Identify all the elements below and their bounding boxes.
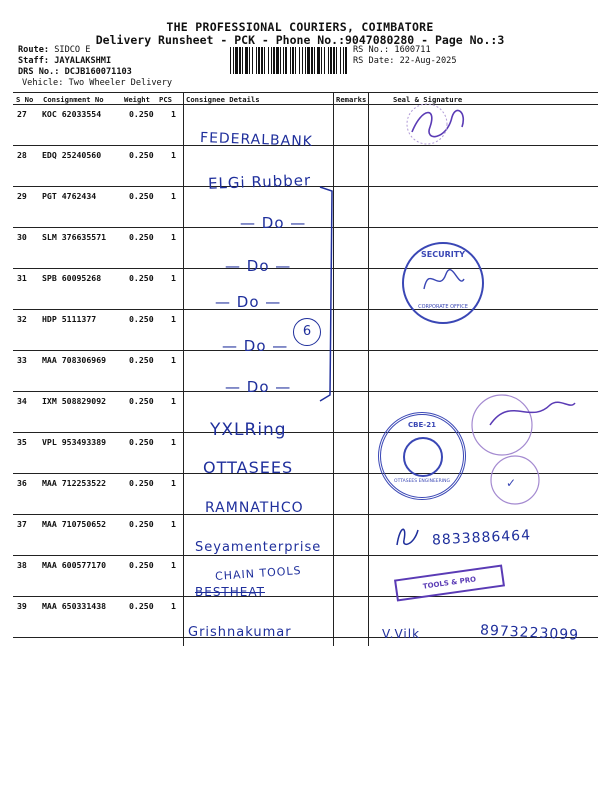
- document-title: THE PROFESSIONAL COURIERS, COIMBATORE: [166, 20, 434, 34]
- row-sno: 28: [17, 150, 27, 160]
- handwritten-consignee-30: — Do —: [225, 257, 292, 275]
- col-header-consignee: Consignee Details: [186, 95, 260, 104]
- handwritten-consignee-35: OTTASEES: [203, 458, 294, 477]
- security-stamp-bottom-text: CORPORATE OFFICE: [418, 304, 468, 310]
- row-sno: 36: [17, 478, 27, 488]
- engineering-stamp-cbe: CBE-21: [408, 421, 436, 429]
- rs-date-label: RS Date:: [353, 56, 395, 66]
- row-weight: 0.250: [129, 273, 154, 283]
- signature-row-37: [392, 520, 422, 550]
- row-consignment-no: VPL 953493389: [42, 437, 107, 447]
- handwritten-consignee-28: ELGi Rubber: [207, 171, 312, 193]
- row-sno: 32: [17, 314, 27, 324]
- table-row-rule: [13, 268, 598, 269]
- signature-row-27: [402, 102, 472, 147]
- handwritten-consignee-27: FEDERALBANK: [199, 130, 314, 150]
- drs-label: DRS No.:: [18, 67, 60, 77]
- handwritten-consignee-36: RAMNATHCO: [205, 500, 304, 516]
- handwritten-consignee-34: YXLRing: [210, 420, 287, 440]
- handwritten-consignee-37: Seyamenterprise: [195, 540, 322, 555]
- rs-no-label: RS No.:: [353, 45, 390, 55]
- row-weight: 0.250: [129, 519, 154, 529]
- row-sno: 30: [17, 232, 27, 242]
- row-sno: 35: [17, 437, 27, 447]
- handwritten-consignee-29: — Do —: [240, 214, 307, 232]
- row-weight: 0.250: [129, 560, 154, 570]
- staff-line: [18, 56, 172, 67]
- vehicle-line: [18, 78, 172, 89]
- row-sno: 37: [17, 519, 27, 529]
- route-line: [18, 45, 172, 56]
- row-sno: 39: [17, 601, 27, 611]
- row-weight: 0.250: [129, 437, 154, 447]
- row-sno: 33: [17, 355, 27, 365]
- staff-label: Staff:: [18, 56, 50, 66]
- tools-stamp: TOOLS & PRO: [394, 565, 505, 602]
- handwritten-consignee-31: — Do —: [215, 293, 282, 311]
- row-pcs: 1: [171, 396, 176, 406]
- row-weight: 0.250: [129, 478, 154, 488]
- row-pcs: 1: [171, 437, 176, 447]
- table-row-rule: [13, 596, 598, 597]
- row-pcs: 1: [171, 601, 176, 611]
- row-consignment-no: MAA 600577170: [42, 560, 107, 570]
- col-divider-signature: [368, 92, 369, 646]
- row-consignment-no: EDQ 25240560: [42, 150, 102, 160]
- row-pcs: 1: [171, 273, 176, 283]
- engineering-stamp-text: OTTASEES ENGINEERING: [394, 479, 450, 484]
- row-weight: 0.250: [129, 355, 154, 365]
- handwritten-best-heat: BESTHEAT: [195, 585, 265, 599]
- row-pcs: 1: [171, 314, 176, 324]
- table-row-rule: [13, 309, 598, 310]
- row-sno: 27: [17, 109, 27, 119]
- engineering-stamp: [378, 412, 466, 500]
- handwritten-phone-2: 8973223099: [479, 622, 580, 644]
- row-pcs: 1: [171, 519, 176, 529]
- circled-count-annotation: 6: [293, 318, 321, 346]
- staff-value: JAYALAKSHMI: [54, 56, 112, 66]
- row-consignment-no: MAA 708306969: [42, 355, 107, 365]
- handwritten-consignee-38: CHAIN TOOLS: [214, 563, 302, 584]
- rs-no-value: 1600711: [394, 45, 431, 55]
- security-stamp: [402, 242, 484, 324]
- meta-left: [18, 45, 172, 89]
- handwritten-signoff: V.Vilk: [382, 627, 421, 641]
- col-header-weight: Weight: [124, 95, 150, 104]
- row-weight: 0.250: [129, 314, 154, 324]
- vehicle-value: Two Wheeler Delivery: [68, 78, 173, 88]
- row-pcs: 1: [171, 560, 176, 570]
- row-consignment-no: PGT 4762434: [42, 191, 97, 201]
- col-header-consignment: Consignment No: [43, 95, 104, 104]
- row-weight: 0.250: [129, 191, 154, 201]
- row-sno: 38: [17, 560, 27, 570]
- route-value: SIDCO E: [54, 45, 91, 55]
- row-consignment-no: SLM 376635571: [42, 232, 107, 242]
- row-sno: 29: [17, 191, 27, 201]
- row-weight: 0.250: [129, 232, 154, 242]
- drs-value: DCJB160071103: [64, 67, 132, 77]
- barcode-graphic: [230, 47, 348, 74]
- handwritten-phone-1: 8833886464: [431, 527, 532, 549]
- handwritten-consignee-33: — Do —: [225, 378, 292, 396]
- row-pcs: 1: [171, 478, 176, 488]
- rs-no-line: [353, 45, 457, 56]
- table-top-rule: [13, 92, 598, 93]
- signature-row-34-35: [470, 385, 580, 505]
- row-sno: 31: [17, 273, 27, 283]
- rs-date-line: [353, 56, 457, 67]
- rs-date-value: 22-Aug-2025: [399, 56, 457, 66]
- row-pcs: 1: [171, 109, 176, 119]
- col-header-sno: S No: [16, 95, 34, 104]
- row-weight: 0.250: [129, 601, 154, 611]
- table-row-rule: [13, 514, 598, 515]
- document-subtitle: Delivery Runsheet - PCK - Phone No.:9047080280 - Page No.:3: [95, 33, 505, 47]
- table-head-rule: [13, 104, 598, 105]
- engineering-stamp-emblem: [403, 437, 443, 477]
- svg-text:✓: ✓: [506, 476, 517, 490]
- row-pcs: 1: [171, 355, 176, 365]
- security-stamp-top-text: SECURITY: [421, 250, 465, 259]
- bracket-mark: [318, 185, 338, 405]
- row-consignment-no: IXM 508829092: [42, 396, 107, 406]
- handwritten-consignee-32: — Do —: [222, 337, 289, 355]
- handwritten-consignee-39: Grishnakumar: [188, 625, 292, 640]
- col-header-seal-signature: Seal & Signature: [393, 95, 463, 104]
- table-row-rule: [13, 350, 598, 351]
- row-consignment-no: SPB 60095268: [42, 273, 102, 283]
- col-header-remarks: Remarks: [336, 95, 367, 104]
- row-pcs: 1: [171, 150, 176, 160]
- row-weight: 0.250: [129, 109, 154, 119]
- route-label: Route:: [18, 45, 50, 55]
- drs-line: [18, 67, 172, 78]
- table-row-rule: [13, 555, 598, 556]
- row-consignment-no: KOC 62033554: [42, 109, 102, 119]
- col-divider-consignee: [183, 92, 184, 646]
- row-sno: 34: [17, 396, 27, 406]
- meta-right: [353, 45, 457, 67]
- row-consignment-no: MAA 712253522: [42, 478, 107, 488]
- row-weight: 0.250: [129, 150, 154, 160]
- row-pcs: 1: [171, 232, 176, 242]
- row-consignment-no: HDP 5111377: [42, 314, 97, 324]
- row-weight: 0.250: [129, 396, 154, 406]
- col-header-pcs: PCS: [159, 95, 172, 104]
- row-consignment-no: MAA 710750652: [42, 519, 107, 529]
- row-pcs: 1: [171, 191, 176, 201]
- vehicle-label: Vehicle:: [22, 78, 64, 88]
- row-consignment-no: MAA 650331438: [42, 601, 107, 611]
